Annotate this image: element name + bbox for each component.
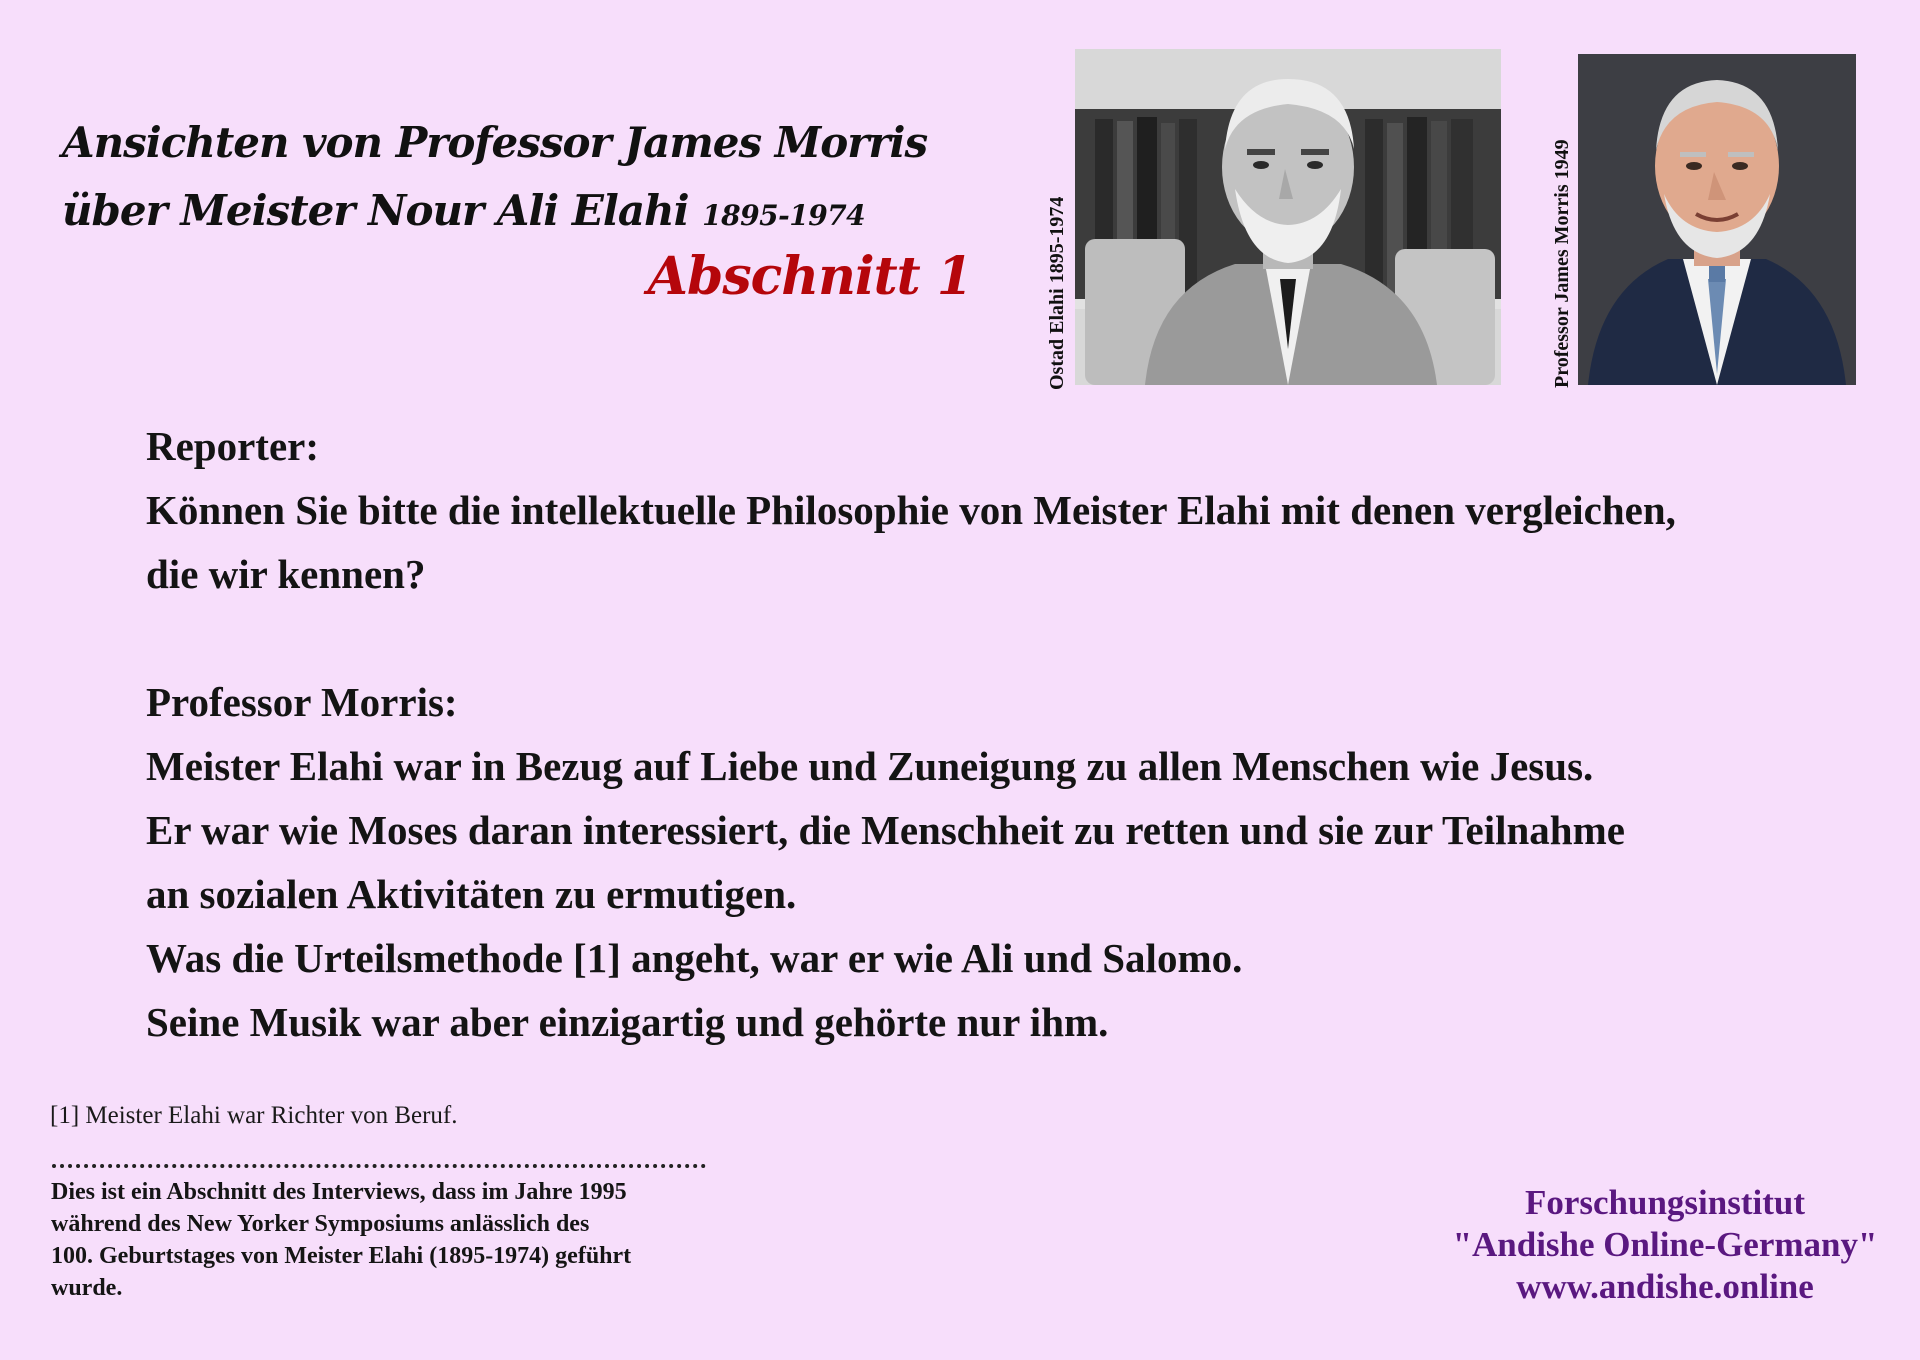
portrait-photo-morris: [1578, 54, 1856, 385]
professor-answer-line: Meister Elahi war in Bezug auf Liebe und Zuneigung zu allen Menschen wie Jesus.: [146, 743, 1594, 789]
professor-answer-line: Er war wie Moses daran interessiert, die Menschheit zu retten und sie zur Teilnahme: [146, 807, 1625, 853]
paragraph-spacer: [146, 606, 1886, 670]
section-title: Abschnitt 1: [647, 246, 972, 307]
dotted-divider: [52, 1164, 706, 1168]
title-line-2-text: über Meister Nour Ali Elahi: [62, 186, 689, 235]
footnote: [1] Meister Elahi war Richter von Beruf.: [50, 1102, 458, 1129]
title-years: 1895-1974: [702, 199, 866, 232]
interview-note-line: wurde.: [51, 1275, 123, 1301]
interview-note-line: während des New Yorker Symposiums anlässlich des: [51, 1211, 590, 1237]
institute-org: "Andishe Online-Germany": [1452, 1225, 1878, 1264]
interview-note-line: Dies ist ein Abschnitt des Interviews, dass im Jahre 1995: [51, 1179, 627, 1205]
title-line-1: Ansichten von Professor James Morris: [62, 118, 928, 167]
portrait-elahi-illustration: [1075, 49, 1501, 385]
interview-dialogue: [146, 414, 1886, 1054]
photo-caption-elahi: Ostad Elahi 1895-1974: [1046, 196, 1068, 390]
interview-note-line: 100. Geburtstages von Meister Elahi (1895-1974) geführt: [51, 1243, 632, 1269]
professor-answer-line: an sozialen Aktivitäten zu ermutigen.: [146, 871, 797, 917]
reporter-label: Reporter:: [146, 423, 320, 469]
institute-name: Forschungsinstitut: [1524, 1183, 1806, 1222]
title-line-2: [62, 186, 865, 235]
professor-answer-line: Was die Urteilsmethode [1] angeht, war er wie Ali und Salomo.: [146, 935, 1243, 981]
professor-label: Professor Morris:: [146, 679, 458, 725]
portrait-morris-illustration: [1578, 54, 1856, 385]
professor-answer-line: Seine Musik war aber einzigartig und gehörte nur ihm.: [146, 999, 1109, 1045]
photo-caption-morris: Professor James Morris 1949: [1551, 139, 1573, 388]
institute-url: www.andishe.online: [1516, 1267, 1814, 1306]
reporter-question-line: die wir kennen?: [146, 551, 426, 597]
reporter-question-line: Können Sie bitte die intellektuelle Philosophie von Meister Elahi mit denen vergleichen,: [146, 487, 1676, 533]
institute-credit: [1400, 1182, 1920, 1308]
interview-source-note: [51, 1176, 751, 1304]
portrait-photo-elahi: [1075, 49, 1501, 385]
